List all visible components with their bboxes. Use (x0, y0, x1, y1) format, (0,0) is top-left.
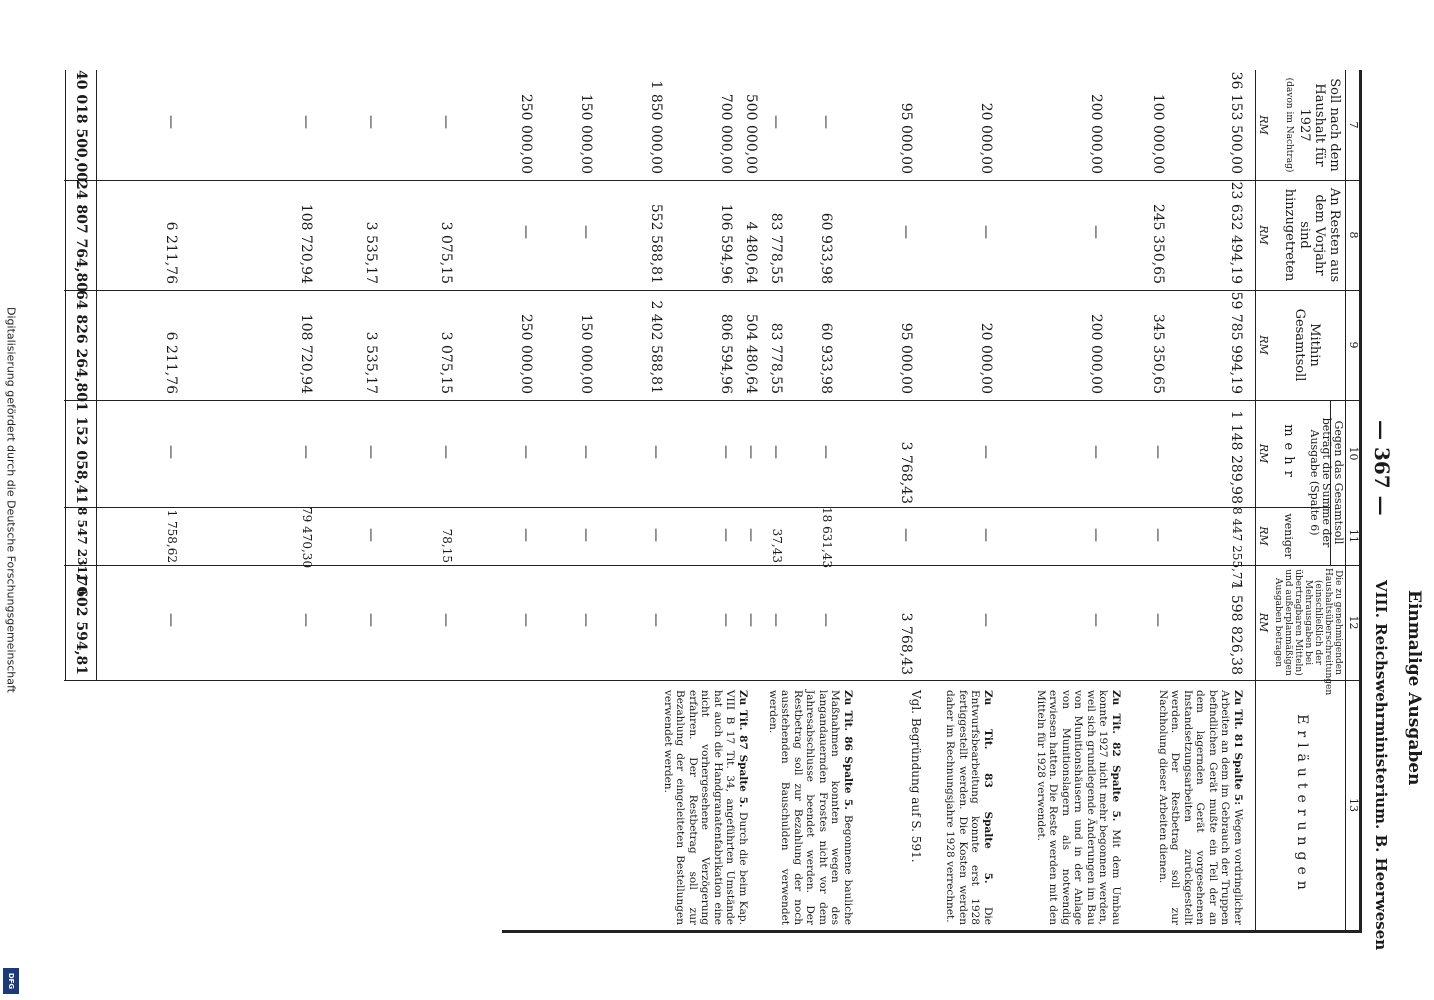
note-head: Zu Tit. 87 Spalte 5. (737, 690, 749, 808)
cell-c8: 108 720,94 (298, 203, 314, 284)
cell-c10: — (163, 445, 179, 459)
header-bottom-rule (1255, 70, 1256, 930)
cell-c7: — (438, 115, 454, 129)
cell-c8: 6 211,76 (163, 221, 179, 284)
totals-bottom-rule (65, 70, 66, 680)
cell-c11: — (1088, 528, 1104, 542)
cell-c11: — (718, 528, 734, 542)
note-text: Vgl. Begründung auf S. 591. (909, 690, 923, 863)
header-soll: Soll nach dem Haushalt für 1927 (1297, 78, 1342, 172)
cell-c7: 250 000,00 (518, 93, 534, 174)
cell-c8: 245 350,65 (1150, 203, 1166, 284)
note-text: Mit dem Umbau konnte 1927 nicht mehr begonnen werden, weil sich grundlegende Änderungen im Bau von Munitionshäusern und in der Anlage von Munitionslagern als notwendig erwiesen hatten. Die Reste werden mit den Mitteln für 1928 verwendet. (1035, 690, 1122, 925)
col-divider (64, 400, 1362, 401)
cell-c12: — (163, 613, 179, 627)
cell-c12: — (578, 613, 594, 627)
cell-c10: — (438, 445, 454, 459)
col-divider (64, 565, 1362, 566)
table-right-rule (502, 930, 1362, 933)
unit-c11: RM (1257, 526, 1270, 546)
total-c12: 1 602 594,81 (73, 572, 89, 675)
cell-c10: — (818, 445, 834, 459)
cell-c9: 59 785 994,19 (1228, 291, 1244, 394)
colno-rule (1345, 70, 1346, 930)
unit-c12: RM (1257, 612, 1270, 633)
cell-c8: — (898, 225, 914, 239)
cell-c11: — (743, 528, 759, 542)
cell-c12: — (363, 613, 379, 627)
col-divider (64, 680, 1362, 681)
note-text: Wegen vordringlicher Arbeiten an dem im Gebrauch der Truppen befindlichen Gerät mußte ein Teil der an dem lagernden Gerät vorgesehenen Instandsetzungsarbeiten zurückgestellt werden. Der Restbetrag soll zur Nachholung dieser Arbeiten dienen. (1157, 690, 1244, 925)
total-c11: 8 547 231,70 (75, 507, 89, 595)
cell-c12: — (768, 613, 784, 627)
header-erlaeuterungen: Erläuterungen (1294, 714, 1310, 896)
note-tit-87 (662, 690, 750, 925)
cell-c8: — (578, 225, 594, 239)
cell-c11: — (518, 528, 534, 542)
cell-c9: 3 535,17 (363, 331, 379, 394)
cell-c10: — (363, 445, 379, 459)
col-divider (64, 290, 1362, 291)
cell-c9: 20 000,00 (978, 322, 994, 394)
cell-c7: — (818, 115, 834, 129)
cell-c7: — (768, 115, 784, 129)
page-number: — 367 — (1370, 420, 1394, 516)
cell-c11: 8 447 255,77 (1230, 507, 1244, 588)
note-tit-83 (944, 690, 994, 925)
note-head: Zu Tit. 82 Spalte 5. (1110, 690, 1122, 822)
cell-c10: — (768, 445, 784, 459)
cell-c11: — (648, 528, 664, 542)
cell-c8: 23 632 494,19 (1228, 181, 1244, 284)
cell-c8: — (518, 225, 534, 239)
cell-c11: 78,15 (440, 528, 454, 563)
cell-c11: 18 631,43 (820, 507, 834, 569)
cell-c9: 150 000,00 (578, 313, 594, 394)
section-title: VIII. Reichswehrministerium. B. Heerwesen (1372, 580, 1390, 951)
cell-c12: — (298, 613, 314, 627)
cell-c8: 3 075,15 (438, 221, 454, 284)
cell-c12: — (1088, 613, 1104, 627)
totals-top-rule (96, 70, 97, 680)
cell-c7: 150 000,00 (578, 93, 594, 174)
cell-c11: — (1150, 528, 1166, 542)
colno-7: 7 (1347, 121, 1360, 129)
cell-c9: 504 480,64 (743, 313, 759, 394)
cell-c12: — (518, 613, 534, 627)
total-c8: 24 807 764,80 (73, 180, 89, 293)
cell-c9: 3 075,15 (438, 331, 454, 394)
cell-c10: — (518, 445, 534, 459)
cell-c10: 1 148 289,98 (1228, 410, 1244, 504)
digitization-sidebar (0, 0, 22, 1000)
unit-c8: RM (1257, 225, 1270, 245)
col-divider (64, 180, 1362, 181)
cell-c9: 83 778,55 (768, 322, 784, 394)
cell-c11: 1 758,62 (165, 509, 179, 563)
header-reste: An Resten aus dem Vorjahr sind hinzugetreten (1282, 187, 1342, 283)
cell-c11: — (363, 528, 379, 542)
cell-c11: 37,43 (770, 528, 784, 563)
colno-13: 13 (1347, 798, 1360, 812)
cell-c8: — (1088, 225, 1104, 239)
cell-c11: — (898, 528, 914, 542)
cell-c8: 83 778,55 (768, 212, 784, 284)
cell-c8: 106 594,96 (718, 203, 734, 284)
cell-c12: — (1150, 613, 1166, 627)
cell-c7: 36 153 500,00 (1228, 71, 1244, 174)
cell-c12: 1 598 826,38 (1228, 581, 1244, 675)
cell-c8: 60 933,98 (818, 212, 834, 284)
note-head: Zu Tit. 83 Spalte 5. (982, 690, 994, 884)
cell-c7: 95 000,00 (898, 102, 914, 174)
dfg-logo-icon (3, 968, 19, 994)
note-head: Zu Tit. 81 Spalte 5: (1232, 690, 1244, 806)
note-text: Begonnene bauliche Maßnahmen konnten wegen des langandauernden Frostes nicht vor dem Jahresabschlusse beendet werden. Der Restbetrag soll zur Bezahlung der noch ausstehenden Bauschulden verwendet werden. (767, 690, 854, 925)
note-head: Zu Tit. 86 Spalte 5. (842, 690, 854, 810)
header-weniger: weniger (1282, 513, 1295, 559)
cell-c7: 20 000,00 (978, 102, 994, 174)
cell-c12: — (743, 613, 759, 627)
col-divider (64, 507, 1331, 508)
header-gesamtsoll: Mithin Gesamtsoll (1292, 308, 1322, 382)
unit-c9: RM (1257, 335, 1270, 355)
cell-c9: 6 211,76 (163, 331, 179, 394)
cell-c8: — (978, 225, 994, 239)
cell-c7: 100 000,00 (1150, 93, 1166, 174)
note-text: Durch die beim Kap. VIII B 17 Tit. 34, angeführten Umstände hat auch die Handgranatenfabrikation eine nicht vorhergesehene Verzögerung erfahren. Der Restbetrag soll zur Bezahlung der eingeleiteten Bestellungen verwendet werden. (662, 690, 749, 925)
total-c9: 64 826 264,80 (73, 290, 89, 403)
cell-c8: 3 535,17 (363, 221, 379, 284)
cell-c10: — (648, 445, 664, 459)
cell-c7: 1 850 000,00 (648, 80, 664, 174)
cell-c7: — (163, 115, 179, 129)
colno-12: 12 (1347, 615, 1360, 630)
note-tit-81 (1157, 690, 1245, 925)
dfg-logo-text: DFG (7, 972, 15, 990)
cell-c9: 250 000,00 (518, 313, 534, 394)
total-c10: 1 152 058,41 (73, 401, 89, 504)
cell-c10: — (743, 445, 759, 459)
cell-c7: 200 000,00 (1088, 93, 1104, 174)
colno-11: 11 (1347, 529, 1360, 543)
header-mehr: mehr (1281, 424, 1296, 483)
cell-c10: — (1150, 445, 1166, 459)
cell-c9: 60 933,98 (818, 322, 834, 394)
note-text: Die Entwurfsbearbeitung konnte erst 1928 fertiggestellt werden. Die Kosten werden daher im Rechnungsjahre 1928 verrechnet. (944, 690, 994, 925)
total-c7: 40 018 500,00 (73, 70, 89, 183)
note-begruendung (910, 690, 923, 925)
cell-c11: — (978, 528, 994, 542)
dfg-credit-text: Digitalisierung gefördert durch die Deutsche Forschungsgemeinschaft (4, 307, 18, 693)
cell-c10: 3 768,43 (898, 441, 914, 504)
running-title: Einmalige Ausgaben (1404, 590, 1424, 786)
cell-c10: — (718, 445, 734, 459)
cell-c9: 200 000,00 (1088, 313, 1104, 394)
cell-c7: — (298, 115, 314, 129)
header-gegen-gesamtsoll: Gegen das Gesamtsoll beträgt die Summe der Ausgabe (Spalte 6) (1308, 417, 1345, 548)
cell-c10: — (298, 445, 314, 459)
cell-c9: 108 720,94 (298, 313, 314, 394)
cell-c10: — (578, 445, 594, 459)
cell-c9: 345 350,65 (1150, 313, 1166, 394)
cell-c12: — (718, 613, 734, 627)
cell-c9: 95 000,00 (898, 322, 914, 394)
note-tit-82 (1035, 690, 1123, 925)
cell-c12: — (648, 613, 664, 627)
cell-c11: — (578, 528, 594, 542)
cell-c12: 3 768,43 (898, 612, 914, 675)
cell-c8: 4 480,64 (743, 221, 759, 284)
colno-9: 9 (1347, 341, 1360, 349)
cell-c9: 2 402 588,81 (648, 300, 664, 394)
header-soll-sub: (davon im Nachtrag) (1284, 77, 1294, 173)
cell-c11: 79 470,30 (300, 507, 314, 569)
cell-c10: — (978, 445, 994, 459)
colno-8: 8 (1347, 231, 1360, 239)
unit-c10: RM (1257, 443, 1270, 464)
cell-c12: — (978, 613, 994, 627)
cell-c12: — (818, 613, 834, 627)
cell-c7: 500 000,00 (743, 93, 759, 174)
cell-c7: 700 000,00 (718, 93, 734, 174)
cell-c12: — (438, 613, 454, 627)
unit-c7: RM (1257, 115, 1270, 135)
cell-c7: — (363, 115, 379, 129)
cell-c10: — (1088, 445, 1104, 459)
note-tit-86 (767, 690, 855, 925)
cell-c9: 806 594,96 (718, 313, 734, 394)
header-ueberschreitungen: Die zu genehmigenden Haushaltsüberschreitungen (einschließlich der Mehrausgaben bei übertragbaren Mitteln) und außerplanmäßigen Ausgaben betragen (1273, 568, 1343, 696)
cell-c8: 552 588,81 (648, 203, 664, 284)
colno-10: 10 (1347, 446, 1360, 461)
